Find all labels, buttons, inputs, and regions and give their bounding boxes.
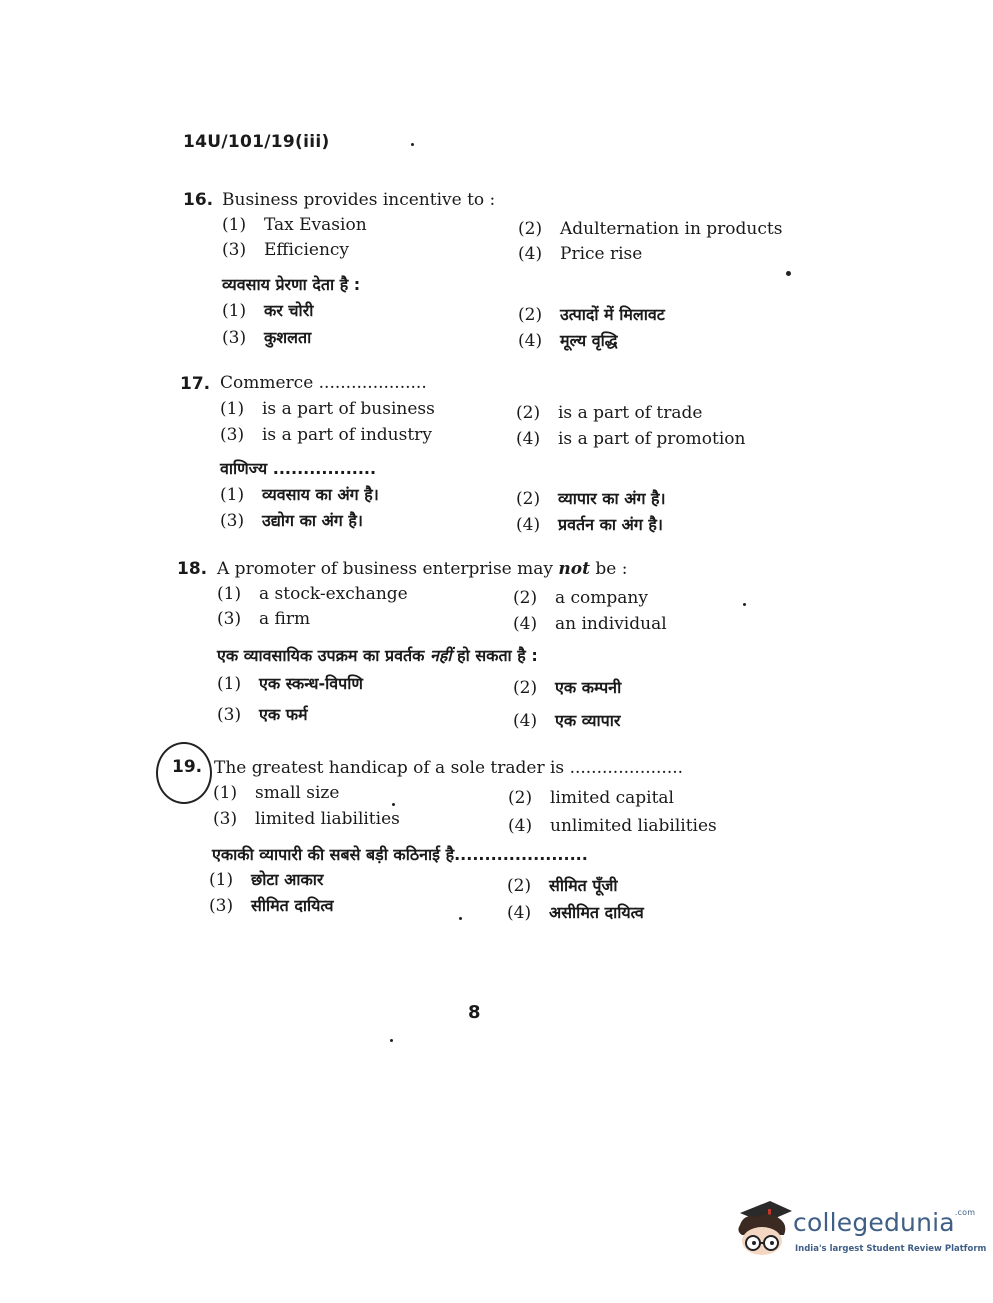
option-en-4: (4) unlimited liabilities (508, 816, 717, 836)
option-en-3: (3) limited liabilities (213, 809, 400, 829)
option-hi-3: (3) कुशलता (222, 328, 312, 348)
option-en-4: (4) Price rise (518, 244, 643, 264)
question-number: 18. (177, 559, 208, 579)
option-en-1: (1) a stock-exchange (217, 584, 408, 604)
question-stem-en: Business provides incentive to : (222, 190, 496, 210)
question-stem-en: The greatest handicap of a sole trader is ..................... (214, 758, 684, 778)
question-stem-hi: वाणिज्य ................. (220, 459, 377, 478)
option-hi-4: (4) मूल्य वृद्धि (518, 331, 618, 351)
negation-emphasis: नहीं (430, 646, 452, 665)
scan-speck (459, 917, 462, 920)
question-stem-hi: एक व्यावसायिक उपक्रम का प्रवर्तक नहीं हो सकता है : (217, 646, 538, 665)
option-en-2: (2) is a part of trade (516, 403, 703, 423)
page-number: 8 (468, 1002, 481, 1023)
option-en-3: (3) Efficiency (222, 240, 350, 260)
option-en-1: (1) is a part of business (220, 399, 435, 419)
option-hi-2: (2) व्यापार का अंग है। (516, 489, 666, 509)
option-hi-3: (3) सीमित दायित्व (209, 896, 334, 916)
scan-speck (390, 1039, 393, 1042)
question-stem-en: A promoter of business enterprise may not be : (217, 559, 628, 579)
option-en-1: (1) Tax Evasion (222, 215, 367, 235)
option-en-1: (1) small size (213, 783, 340, 803)
question-stem-hi: व्यवसाय प्रेरणा देता है : (222, 275, 361, 294)
scan-speck (786, 271, 791, 276)
option-en-3: (3) a firm (217, 609, 311, 629)
option-hi-3: (3) उद्योग का अंग है। (220, 511, 363, 531)
negation-emphasis: not (558, 559, 590, 579)
option-en-3: (3) is a part of industry (220, 425, 432, 445)
option-hi-4: (4) प्रवर्तन का अंग है। (516, 515, 663, 535)
question-stem-en: Commerce .................... (220, 373, 427, 393)
option-en-4: (4) an individual (513, 614, 667, 634)
option-en-2: (2) Adulternation in products (518, 219, 783, 239)
option-hi-2: (2) सीमित पूँजी (507, 876, 618, 896)
question-number: 17. (180, 374, 211, 394)
option-hi-1: (1) व्यवसाय का अंग है। (220, 485, 379, 505)
paper-code: 14U/101/19(iii) (183, 132, 330, 152)
option-en-4: (4) is a part of promotion (516, 429, 746, 449)
option-hi-4: (4) एक व्यापार (513, 711, 621, 731)
option-hi-1: (1) एक स्कन्ध-विपणि (217, 674, 363, 694)
watermark-tagline: India's largest Student Review Platform (795, 1244, 987, 1254)
option-hi-3: (3) एक फर्म (217, 705, 308, 725)
option-hi-2: (2) उत्पादों में मिलावट (518, 305, 665, 325)
option-hi-4: (4) असीमित दायित्व (507, 903, 644, 923)
option-en-2: (2) a company (513, 588, 648, 608)
option-hi-2: (2) एक कम्पनी (513, 678, 622, 698)
scan-speck (392, 803, 395, 806)
question-number: 19. (172, 757, 203, 777)
question-number: 16. (183, 190, 214, 210)
option-en-2: (2) limited capital (508, 788, 674, 808)
scan-speck (411, 143, 414, 146)
scan-speck (743, 603, 746, 606)
option-hi-1: (1) कर चोरी (222, 301, 314, 321)
option-hi-1: (1) छोटा आकार (209, 870, 324, 890)
watermark-brand: collegedunia$^{.com}$ (793, 1208, 976, 1237)
question-stem-hi: एकाकी व्यापारी की सबसे बड़ी कठिनाई है...................... (212, 845, 588, 864)
